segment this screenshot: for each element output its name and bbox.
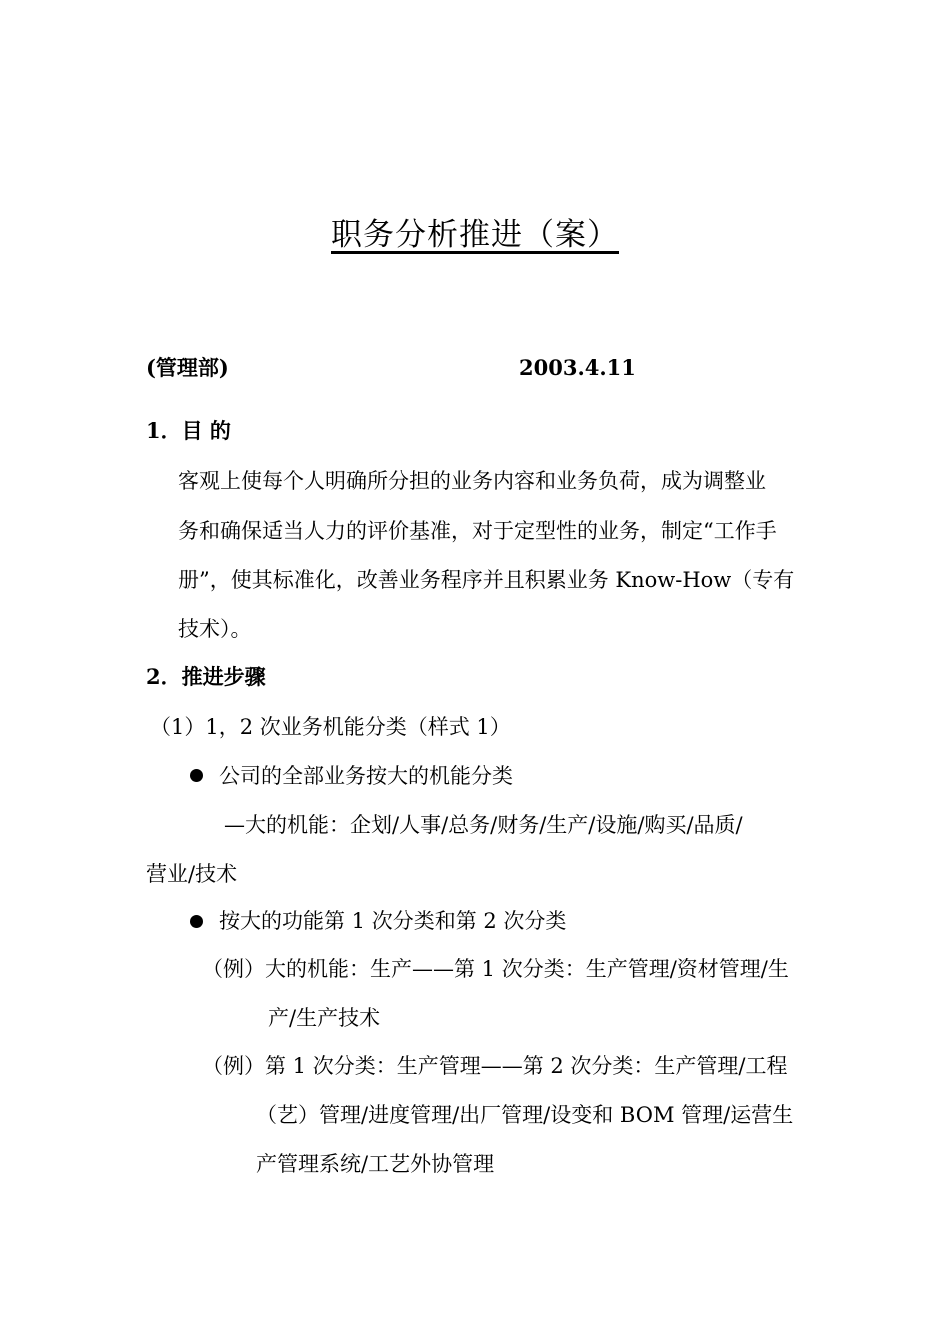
bullet1-text: 公司的全部业务按大的机能分类 — [219, 764, 513, 788]
section1-line: 册”，使其标准化，改善业务程序并且积累业务 Know-How（专有 — [178, 568, 795, 592]
bullet-icon — [190, 915, 203, 928]
bullet-icon — [190, 769, 203, 782]
section1-line: 客观上使每个人明确所分担的业务内容和业务负荷，成为调整业 — [178, 469, 766, 493]
department-label: (管理部) — [146, 355, 229, 380]
example1-line: 产/生产技术 — [268, 1006, 381, 1030]
section1-line: 技术）。 — [178, 617, 252, 641]
document-title-text: 职务分析推进（案） — [331, 217, 619, 253]
example2-line: 产管理系统/工艺外协管理 — [256, 1152, 495, 1176]
document-date: 2003.4.11 — [519, 355, 636, 380]
subsection1-heading: （1）1，2 次业务机能分类（样式 1） — [150, 715, 511, 739]
bullet2-text: 按大的功能第 1 次分类和第 2 次分类 — [219, 909, 567, 933]
document-title — [0, 214, 950, 256]
section1-heading: 1．目 的 — [146, 418, 231, 443]
bullet1-detail-line: —大的机能：企划/人事/总务/财务/生产/设施/购买/品质/ — [224, 813, 743, 837]
bullet1-detail-line: 营业/技术 — [146, 862, 238, 886]
example2-line: （艺）管理/进度管理/出厂管理/设变和 BOM 管理/运营生 — [256, 1103, 794, 1127]
section1-line: 务和确保适当人力的评价基准，对于定型性的业务，制定“工作手 — [178, 519, 777, 543]
example1-line: （例）大的机能：生产——第 1 次分类：生产管理/资材管理/生 — [202, 957, 789, 981]
example2-line: （例）第 1 次分类：生产管理——第 2 次分类：生产管理/工程 — [202, 1054, 788, 1078]
section2-heading: 2．推进步骤 — [146, 664, 266, 689]
